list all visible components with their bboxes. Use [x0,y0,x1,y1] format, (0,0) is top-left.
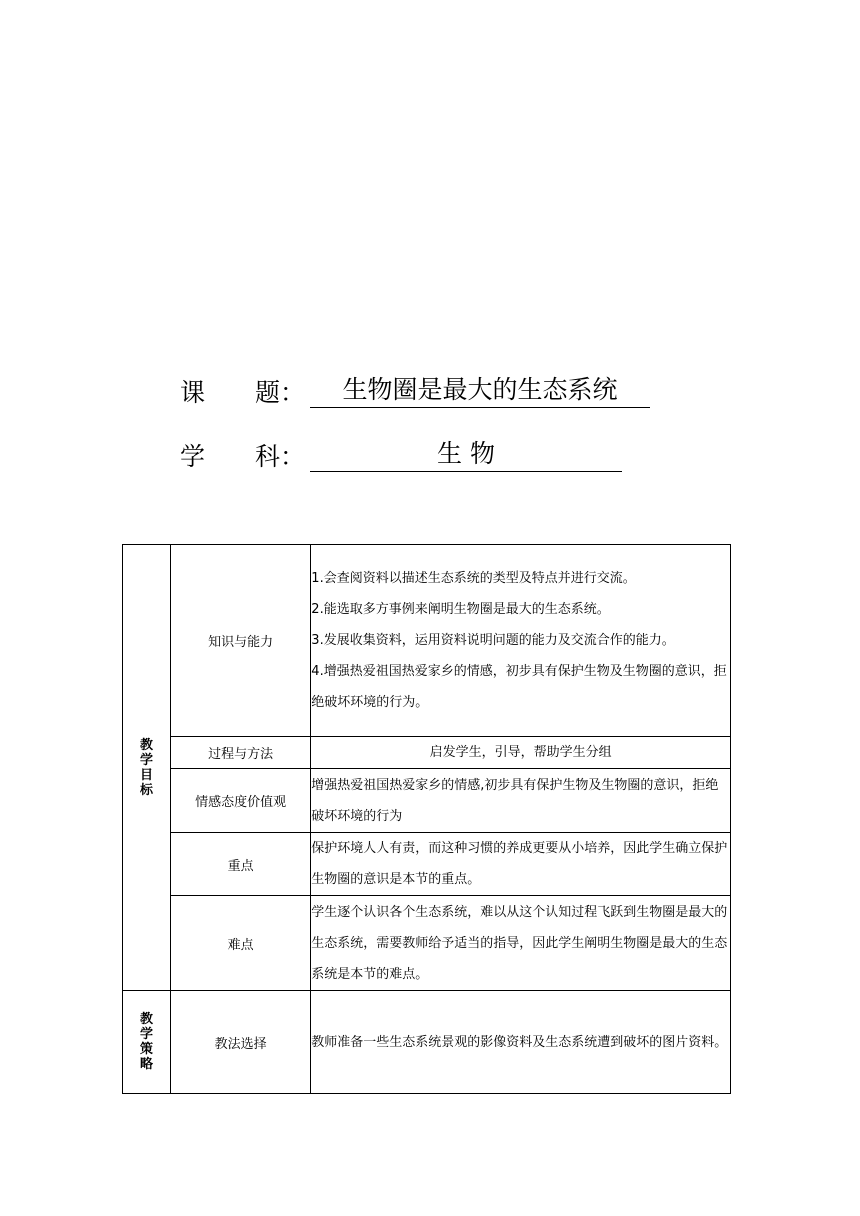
knowledge-line-4: 4.增强热爱祖国热爱家乡的情感，初步具有保护生物及生物圈的意识，拒绝破坏环境的行为。 [311,664,727,710]
course-label: 课 题： [180,378,306,407]
item-process: 过程与方法 [171,737,311,769]
subject-label: 学 科： [180,442,306,471]
desc-knowledge [311,545,731,737]
knowledge-line-3: 3.发展收集资料，运用资料说明问题的能力及交流合作的能力。 [311,633,675,648]
item-attitude: 情感态度价值观 [171,769,311,833]
table-row [123,545,731,737]
table-row [123,896,731,991]
course-title-line [180,373,650,413]
table-row [123,737,731,769]
table-row [123,769,731,833]
knowledge-line-2: 2.能选取多方事例来阐明生物圈是最大的生态系统。 [311,602,610,617]
desc-attitude: 增强热爱祖国热爱家乡的情感,初步具有保护生物及生物圈的意识，拒绝破坏环境的行为 [311,769,731,833]
item-difficulty: 难点 [171,896,311,991]
desc-process: 启发学生，引导，帮助学生分组 [311,737,731,769]
knowledge-line-1: 1.会查阅资料以描述生态系统的类型及特点并进行交流。 [311,571,636,586]
item-knowledge: 知识与能力 [171,545,311,737]
desc-key-point: 保护环境人人有责，而这种习惯的养成更要从小培养，因此学生确立保护生物圈的意识是本节的重点。 [311,833,731,896]
category-goals: 教学目标 [140,737,154,798]
category-cell-strategy [123,991,171,1094]
item-method: 教法选择 [171,991,311,1094]
desc-difficulty: 学生逐个认识各个生态系统，难以从这个认知过程飞跃到生物圈是最大的生态系统，需要教师给予适当的指导，因此学生阐明生物圈是最大的生态系统是本节的难点。 [311,896,731,991]
lesson-plan-table [122,544,731,1094]
table-row [123,991,731,1094]
category-strategy: 教学策略 [140,1012,154,1072]
subject-value: 生 物 [310,437,622,472]
item-key-point: 重点 [171,833,311,896]
course-value: 生物圈是最大的生态系统 [310,373,650,408]
subject-line [180,437,622,477]
desc-method: 教师准备一些生态系统景观的影像资料及生态系统遭到破坏的图片资料。 [311,991,731,1094]
table-row [123,833,731,896]
category-cell-goals [123,545,171,991]
